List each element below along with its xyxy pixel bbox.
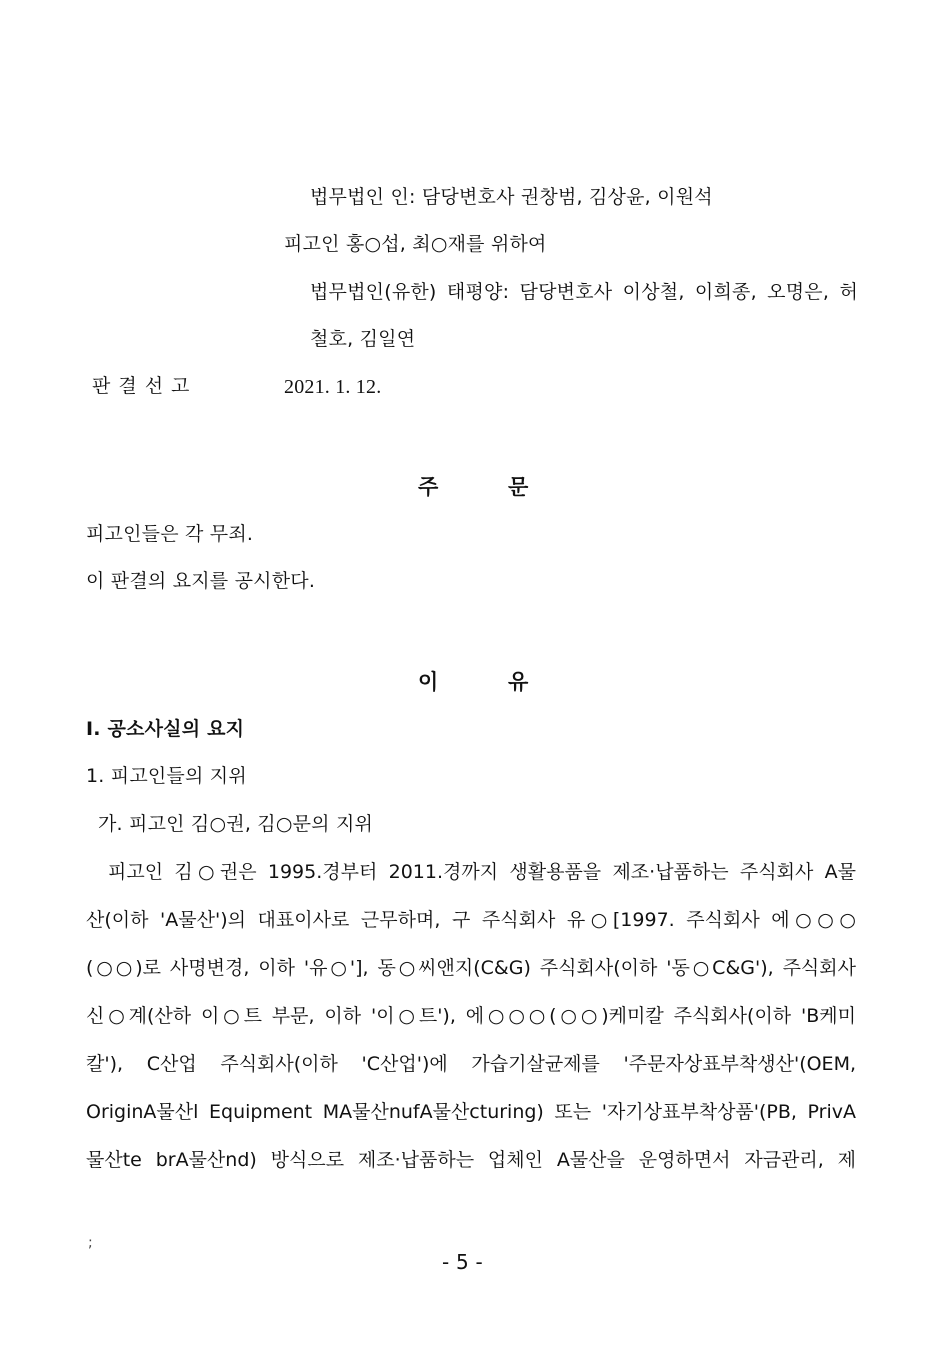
- sentencing-label: 판결선고: [92, 375, 198, 397]
- reason-heading-left: 이: [418, 670, 439, 694]
- order-heading-right: 문: [508, 475, 529, 499]
- subsubsection-heading: 가. 피고인 김○권, 김○문의 지위: [98, 813, 374, 835]
- order-line-2: 이 판결의 요지를 공시한다.: [86, 570, 316, 592]
- body-line: 신○계(산하 이○트 부문, 이하 '이○트'), 에○○○(○○)케미칼 주식회사(이하 'B케미: [86, 1005, 856, 1027]
- section-heading: I. 공소사실의 요지: [86, 718, 245, 740]
- counsel-line-3: 법무법인(유한) 태평양: 담당변호사 이상철, 이희종, 오명은, 허: [310, 281, 858, 303]
- body-line: 산(이하 'A물산')의 대표이사로 근무하며, 구 주식회사 유○[1997. 주식회사 에○○○: [86, 909, 856, 931]
- body-line: 피고인 김○권은 1995.경부터 2011.경까지 생활용품을 제조·납품하는 주식회사 A물: [108, 861, 856, 883]
- body-line: 물산te brA물산nd) 방식으로 제조·납품하는 업체인 A물산을 운영하면서 자금관리, 제: [86, 1149, 856, 1171]
- counsel-line-1: 법무법인 인: 담당변호사 권창범, 김상윤, 이원석: [310, 186, 713, 208]
- page-number: - 5 -: [442, 1250, 483, 1274]
- subsection-heading: 1. 피고인들의 지위: [86, 765, 247, 787]
- sentencing-date: 2021. 1. 12.: [284, 376, 382, 398]
- order-line-1: 피고인들은 각 무죄.: [86, 523, 254, 545]
- body-line: OriginA물산l Equipment MA물산nufA물산cturing) 또는 '자기상표부착상품'(PB, PrivA: [86, 1101, 856, 1123]
- body-line: 칼'), C산업 주식회사(이하 'C산업')에 가습기살균제를 '주문자상표부착생산'(OEM,: [86, 1053, 856, 1075]
- counsel-line-4: 철호, 김일연: [310, 328, 416, 350]
- margin-mark: ;: [88, 1235, 93, 1251]
- reason-heading-right: 유: [508, 670, 529, 694]
- order-heading-left: 주: [418, 475, 439, 499]
- body-line: (○○)로 사명변경, 이하 '유○'], 동○씨앤지(C&G) 주식회사(이하 '동○C&G'), 주식회사: [86, 957, 856, 979]
- counsel-line-2: 피고인 홍○섭, 최○재를 위하여: [284, 233, 547, 255]
